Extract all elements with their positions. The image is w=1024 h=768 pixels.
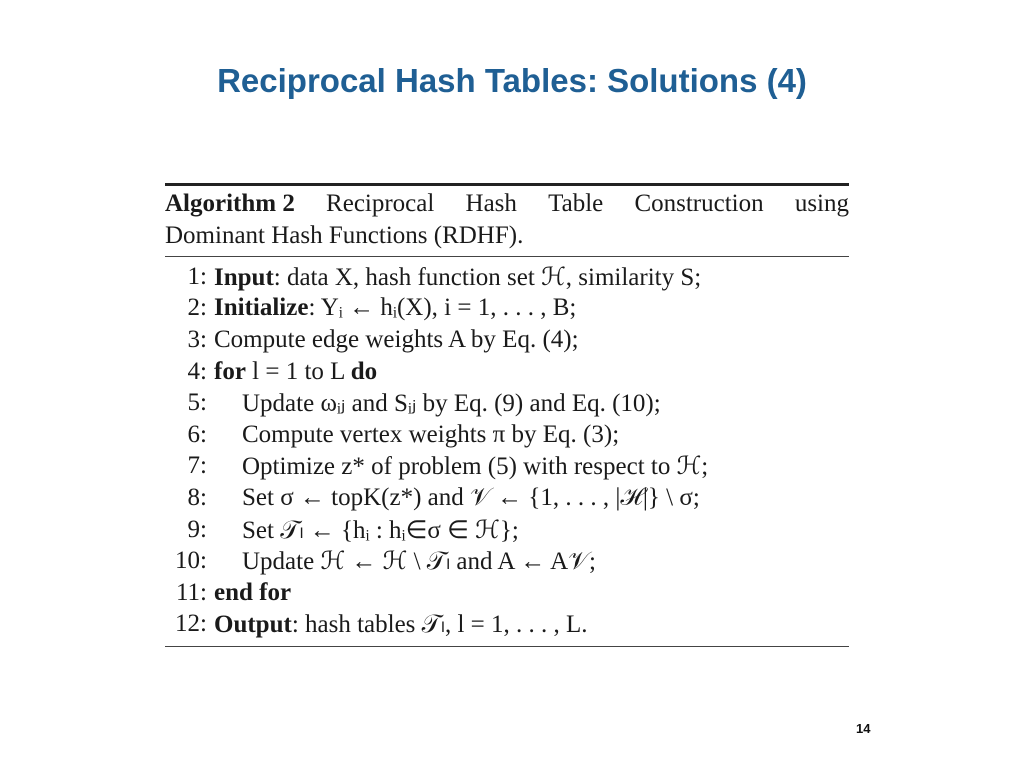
- algorithm-step: [165, 387, 849, 419]
- algorithm-steps: [165, 261, 849, 640]
- step-number: 4:: [187, 357, 207, 385]
- algorithm-step: [165, 324, 849, 356]
- algorithm-step: [165, 514, 849, 546]
- input-rest: : data X, hash function set ℋ, similarity S;: [273, 263, 702, 291]
- algorithm-step: [165, 419, 849, 451]
- algorithm-step: [165, 293, 849, 325]
- caption-word: Hash: [465, 190, 517, 217]
- step-number: 1:: [187, 262, 207, 290]
- caption-word: Construction: [634, 190, 764, 217]
- algorithm-step: [165, 261, 849, 293]
- step-number: 2:: [187, 294, 207, 322]
- caption-label: Algorithm 2: [165, 190, 295, 217]
- keyword-input: Input: [214, 263, 274, 291]
- keyword-output: Output: [214, 611, 292, 639]
- step-text: [214, 262, 701, 292]
- step-text: Set σ ← topK(z*) and 𝒱 ← {1, . . . , |ℋ|} \ σ;: [242, 483, 700, 511]
- step-number: 9:: [187, 515, 207, 543]
- for-range: l = 1 to L: [245, 357, 351, 385]
- caption-word: using: [794, 190, 849, 217]
- step-number: 5:: [187, 389, 207, 417]
- step-number: 3:: [187, 325, 207, 353]
- step-number: 11:: [175, 578, 207, 606]
- caption-line-1: [165, 188, 849, 220]
- algorithm-step: [165, 545, 849, 577]
- page-number: 14: [856, 721, 871, 736]
- step-number: 7:: [187, 452, 207, 480]
- algorithm-step: [165, 577, 849, 609]
- step-text: Optimize z* of problem (5) with respect to ℋ;: [242, 453, 709, 481]
- caption-word: Table: [548, 190, 604, 217]
- step-text: end for: [214, 578, 292, 606]
- algorithm-caption: [165, 186, 849, 252]
- step-number: 6:: [187, 420, 207, 448]
- step-text: [214, 294, 576, 322]
- step-text: Compute vertex weights π by Eq. (3);: [242, 420, 620, 448]
- keyword-for: for: [214, 357, 246, 385]
- middle-rule: [165, 256, 849, 257]
- step-text: Compute edge weights A by Eq. (4);: [214, 325, 579, 353]
- keyword-initialize: Initialize: [214, 294, 309, 322]
- caption-word: Reciprocal: [326, 190, 435, 217]
- step-text: [214, 609, 588, 639]
- algorithm-step: [165, 356, 849, 388]
- algorithm-step: [165, 451, 849, 483]
- step-text: Update ωᵢⱼ and Sᵢⱼ by Eq. (9) and Eq. (10);: [242, 390, 661, 418]
- keyword-do: do: [350, 357, 378, 385]
- algorithm-step: [165, 609, 849, 641]
- output-rest: : hash tables 𝒯ₗ, l = 1, . . . , L.: [291, 611, 588, 639]
- step-text: Set 𝒯ₗ ← {hᵢ : hᵢ∈σ ∈ ℋ};: [242, 516, 519, 544]
- initialize-rest: : Yᵢ ← hᵢ(X), i = 1, . . . , B;: [308, 294, 577, 322]
- algorithm-box: [165, 183, 849, 647]
- step-number: 10:: [175, 547, 207, 575]
- step-text: [214, 358, 377, 386]
- step-number: 12:: [175, 610, 207, 638]
- slide-title: Reciprocal Hash Tables: Solutions (4): [217, 62, 807, 99]
- step-text: Update ℋ ← ℋ \ 𝒯ₗ and A ← A𝒱;: [242, 548, 596, 576]
- step-number: 8:: [187, 483, 207, 511]
- caption-line-2: Dominant Hash Functions (RDHF).: [165, 222, 524, 249]
- algorithm-step: [165, 482, 849, 514]
- bottom-rule: [165, 646, 849, 647]
